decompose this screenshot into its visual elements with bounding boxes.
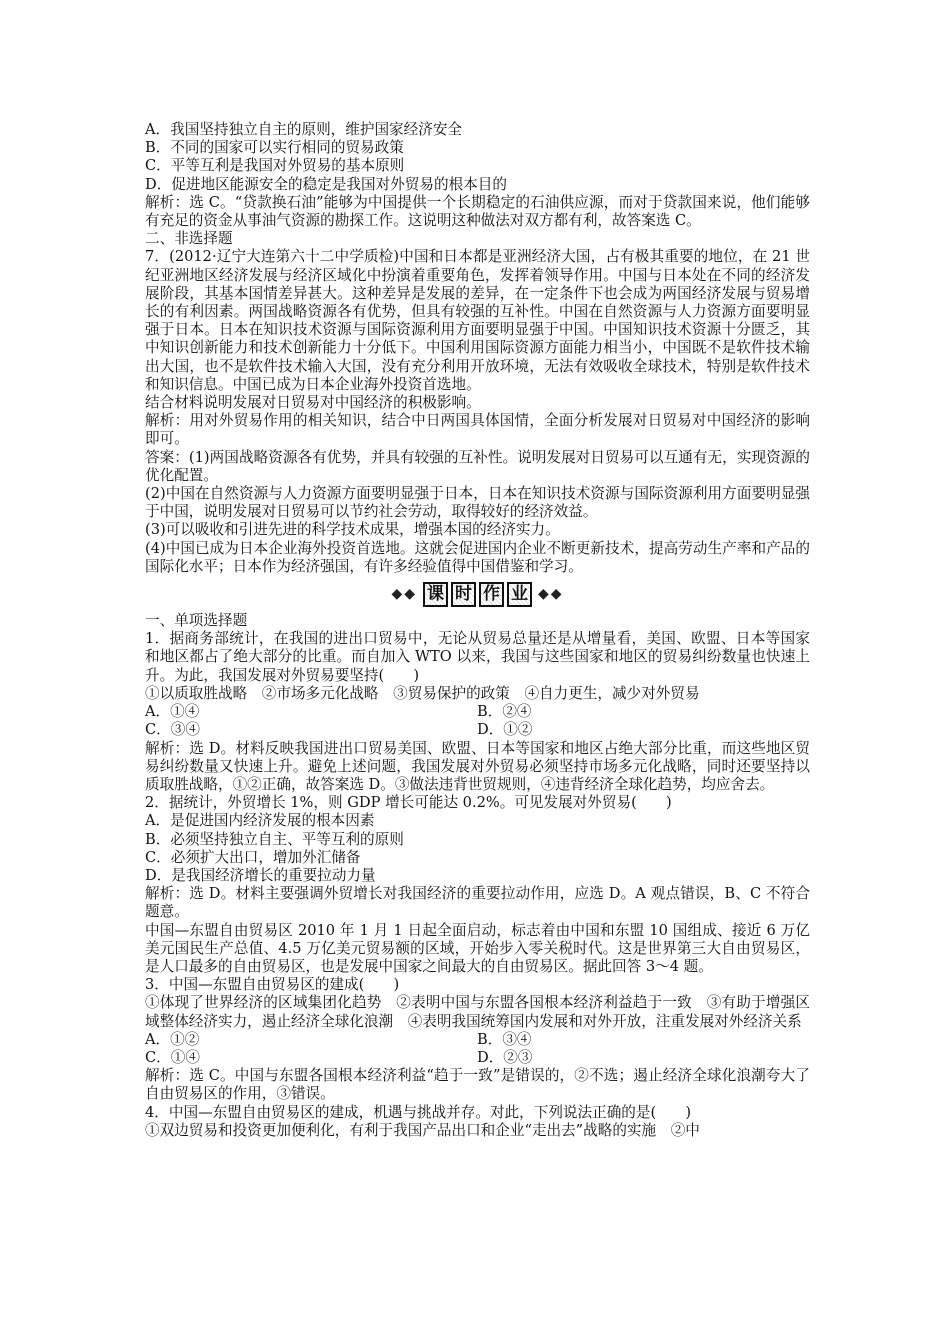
answer-1: 答案：(1)两国战略资源各有优势，并具有较强的互补性。说明发展对日贸易可以互通有无，实现资源的优化配置。 — [145, 448, 810, 484]
q3-items: ①体现了世界经济的区域集团化趋势 ②表明中国与东盟各国根本经济利益趋于一致 ③有助于增强区域整体经济实力，遏止经济全球化浪潮 ④表明我国统筹国内发展和对外开放，注重发展对外经济关系 — [145, 994, 810, 1030]
homework-banner — [145, 576, 810, 612]
banner-char: 课 — [423, 582, 448, 607]
q3-options-row-1 — [145, 1031, 810, 1049]
q2-option-c: C．必须扩大出口，增加外汇储备 — [145, 848, 361, 866]
q3-options-row-2 — [145, 1049, 810, 1067]
banner-char: 业 — [507, 582, 532, 607]
diamond-left-icon: ◆◆ — [391, 585, 417, 602]
q3-stem: 3．中国—东盟自由贸易区的建成( ) — [145, 976, 400, 994]
q2-option-b: B．必须坚持独立自主、平等互利的原则 — [145, 830, 404, 848]
answer-3: (3)可以吸收和引进先进的科学技术成果，增强本国的经济实力。 — [145, 521, 560, 539]
q3-option-a: A．①② — [145, 1030, 200, 1048]
question-7-prompt: 结合材料说明发展对日贸易对中国经济的积极影响。 — [145, 394, 481, 412]
q1-option-a: A．①④ — [145, 703, 200, 721]
analysis-prev: 解析：选 C。“贷款换石油”能够为中国提供一个长期稳定的石油供应源，而对于贷款国来说，他们能够有充足的资金从事油气资源的勘探工作。这说明这种做法对双方都有利，故答案选 C。 — [145, 193, 810, 230]
q2-stem: 2．据统计，外贸增长 1%，则 GDP 增长可能达 0.2%。可见发展对外贸易( ) — [145, 794, 672, 812]
question-7: 7．(2012·辽宁大连第六十二中学质检)中国和日本都是亚洲经济大国，占有极其重要的地位，在 21 世纪亚洲地区经济发展与经济区域化中扮演着重要角色，发挥着领导作用。中国与日本处在不同的经济发展阶段，其基本国情差异甚大。这种差异是发展的差异，在一定条件下也会成为两国经济发展与贸易增长的有利因素。两国战略资源各有优势，但具有较强的互补性。中国在自然资源与人力资源方面要明显强于日本。日本在知识技术资源与国际资源利用方面要明显强于中国。中国知识技术资源十分匮乏，其中知识创新能力和技术创新能力十分低下。中国利用国际资源方面能力相当小，中国既不是软件技术输出大国，也不是软件技术输入大国，没有充分利用开放环境，无法有效吸收全球技术，特别是软件技术和知识信息。中国已成为日本企业海外投资首选地。 — [145, 248, 810, 393]
banner-char: 时 — [451, 582, 476, 607]
q4-items: ①双边贸易和投资更加便利化，有利于我国产品出口和企业“走出去”战略的实施 ②中 — [145, 1121, 700, 1139]
q4-stem: 4．中国—东盟自由贸易区的建成，机遇与挑战并存。对此，下列说法正确的是( ) — [145, 1103, 692, 1121]
diamond-right-icon: ◆◆ — [538, 585, 564, 602]
answer-4: (4)中国已成为日本企业海外投资首选地。这就会促进国内企业不断更新技术，提高劳动生产率和产品的国际化水平；日本作为经济强国，有许多经验值得中国借鉴和学习。 — [145, 539, 810, 575]
q2-option-a: A．是促进国内经济发展的根本因素 — [145, 812, 375, 830]
answer-2: (2)中国在自然资源与人力资源方面要明显强于日本，日本在知识技术资源与国际资源利用方面要明显强于中国，说明发展对日贸易可以节约社会劳动，取得较好的经济效益。 — [145, 485, 810, 521]
q1-stem: 1．据商务部统计，在我国的进出口贸易中，无论从贸易总量还是从增量看，美国、欧盟、日本等国家和地区都占了绝大部分的比重。而自加入 WTO 以来，我国与这些国家和地区的贸易纠纷数量也快速上升。为此，我国发展对外贸易要坚持( ) — [145, 630, 810, 684]
q3-option-b: B．③④ — [477, 1030, 532, 1048]
banner-char: 作 — [479, 582, 504, 607]
q1-items: ①以质取胜战略 ②市场多元化战略 ③贸易保护的政策 ④自力更生，减少对外贸易 — [145, 684, 700, 702]
material-passage: 中国—东盟自由贸易区 2010 年 1 月 1 日起全面启动，标志着由中国和东盟 10 国组成、接近 6 万亿美元国民生产总值、4.5 万亿美元贸易额的区域，开始步入零关税时代。这是世界第三大自由贸易区，是人口最多的自由贸易区，也是发展中国家之间最大的自由贸易区。据此回答 3～4 题。 — [145, 921, 810, 975]
section-2-title: 二、非选择题 — [145, 230, 233, 248]
q1-options-row-2 — [145, 721, 810, 739]
q1-options-row-1 — [145, 703, 810, 721]
option-d-prev: D．促进地区能源安全的稳定是我国对外贸易的根本目的 — [145, 175, 507, 193]
section-1-title: 一、单项选择题 — [145, 612, 248, 630]
option-b-prev: B．不同的国家可以实行相同的贸易政策 — [145, 139, 404, 157]
q2-analysis: 解析：选 D。材料主要强调外贸增长对我国经济的重要拉动作用，应选 D。A 观点错误，B、C 不符合题意。 — [145, 885, 810, 921]
q3-option-c: C．①④ — [145, 1048, 200, 1066]
q3-analysis: 解析：选 C。中国与东盟各国根本经济利益“趋于一致”是错误的，②不选；遏止经济全球化浪潮夸大了自由贸易区的作用，③错误。 — [145, 1067, 810, 1103]
option-a-prev: A．我国坚持独立自主的原则，维护国家经济安全 — [145, 121, 463, 138]
banner-tiles — [423, 582, 532, 607]
document-page — [145, 121, 810, 1140]
option-c-prev: C．平等互利是我国对外贸易的基本原则 — [145, 157, 405, 175]
q1-option-c: C．③④ — [145, 721, 200, 739]
q2-option-d: D．是我国经济增长的重要拉动力量 — [145, 866, 376, 884]
q3-option-d: D．②③ — [477, 1048, 533, 1066]
q1-option-b: B．②④ — [477, 703, 532, 721]
q1-option-d: D．①② — [477, 721, 533, 739]
q1-analysis: 解析：选 D。材料反映我国进出口贸易美国、欧盟、日本等国家和地区占绝大部分比重，而这些地区贸易纠纷数量又快速上升。避免上述问题，我国发展对外贸易必须坚持市场多元化战略，同时还要坚持以质取胜战略，①②正确，故答案选 D。③做法违背世贸规则，④违背经济全球化趋势，均应舍去。 — [145, 739, 810, 793]
question-7-analysis: 解析：用对外贸易作用的相关知识，结合中日两国具体国情，全面分析发展对日贸易对中国经济的影响即可。 — [145, 412, 810, 448]
